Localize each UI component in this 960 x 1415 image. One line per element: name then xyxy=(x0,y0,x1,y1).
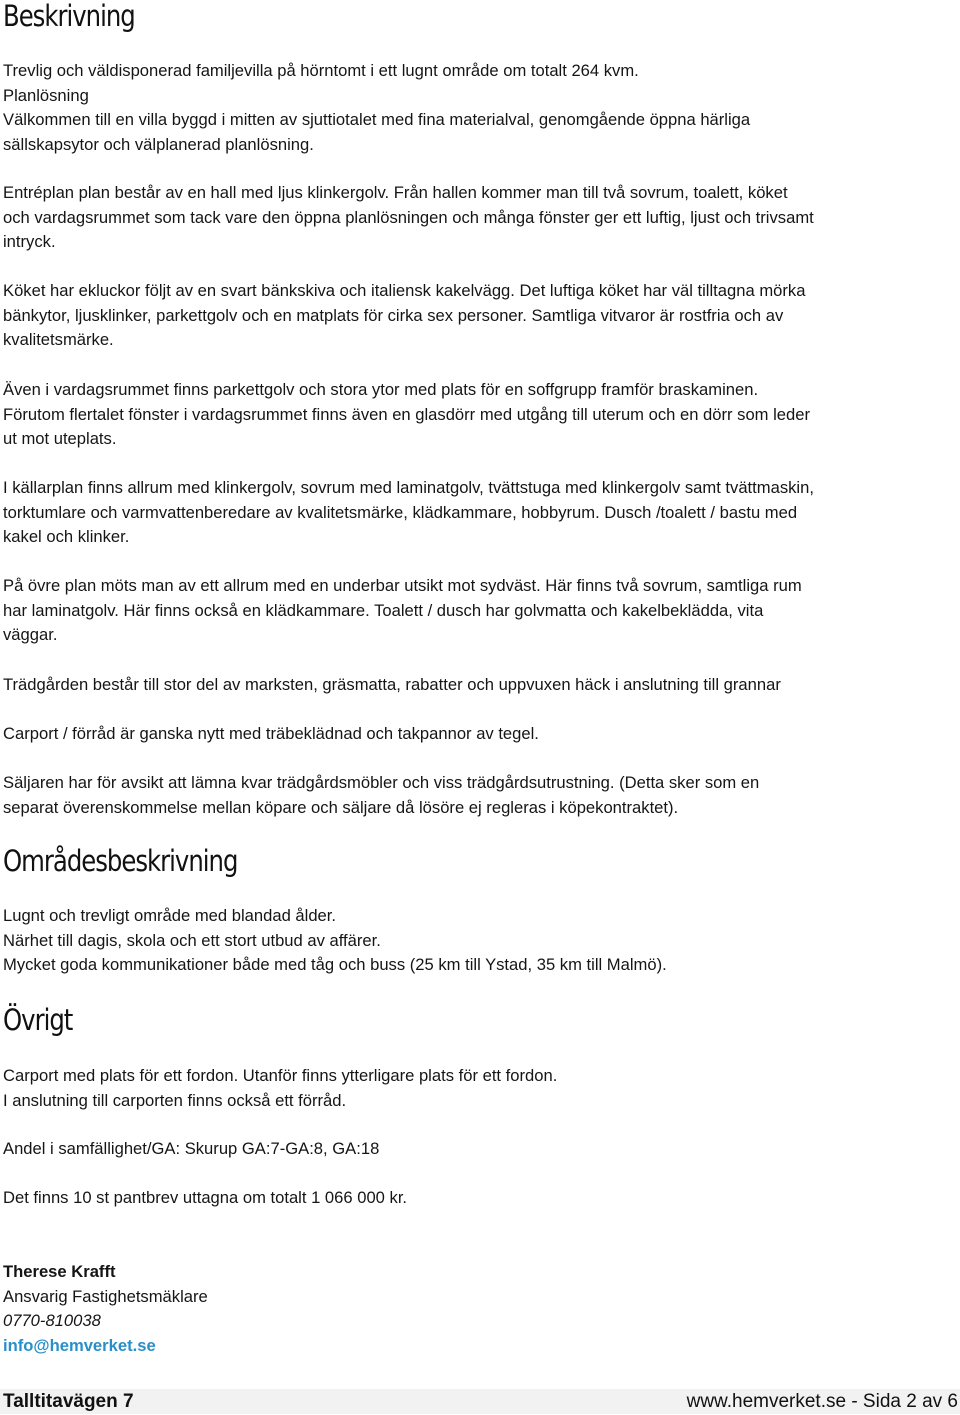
paragraph-carport xyxy=(3,722,958,747)
heading-beskrivning: Beskrivning xyxy=(3,0,135,33)
text-line: Entréplan plan består av en hall med ljus klinkergolv. Från hallen kommer man till två sovrum, toalett, köket xyxy=(3,183,788,202)
text-line: torktumlare och varmvattenberedare av kvalitetsmärke, klädkammare, hobbyrum. Dusch /toalett / bastu med xyxy=(3,502,798,522)
paragraph-ovrigt-carport xyxy=(3,1064,958,1113)
agent-role: Ansvarig Fastighetsmäklare xyxy=(3,1286,208,1306)
text-line: Carport / förråd är ganska nytt med träbeklädnad och takpannor av tegel. xyxy=(3,724,539,743)
text-line: ut mot uteplats. xyxy=(3,429,117,448)
paragraph-intro xyxy=(3,59,958,157)
footer-site-page: www.hemverket.se - Sida 2 av 6 xyxy=(686,1391,958,1412)
agent-phone: 0770-810038 xyxy=(3,1311,101,1330)
paragraph-ovre-plan xyxy=(3,574,958,648)
text-line: Planlösning xyxy=(3,85,89,105)
text-line: Välkommen till en villa byggd i mitten av sjuttiotalet med fina materialval, genomgående öppna härliga xyxy=(3,110,751,129)
paragraph-koket xyxy=(3,279,958,353)
text-line: Trevlig och väldisponerad familjevilla på hörntomt i ett lugnt område om totalt 264 kvm. xyxy=(3,61,639,80)
footer-address: Talltitavägen 7 xyxy=(3,1391,134,1412)
contact-block xyxy=(3,1260,208,1358)
text-line: och vardagsrummet som tack vare den öppna planlösningen och många fönster ger ett luftig, ljust och trivsamt xyxy=(3,207,814,227)
paragraph-entreplan xyxy=(3,181,958,255)
text-line: väggar. xyxy=(3,625,58,644)
paragraph-saljaren xyxy=(3,771,958,820)
text-line: Lugnt och trevligt område med blandad ålder. xyxy=(3,906,337,925)
text-line: Det finns 10 st pantbrev uttagna om totalt 1 066 000 kr. xyxy=(3,1188,408,1207)
paragraph-omrade xyxy=(3,904,958,978)
text-line: kakel och klinker. xyxy=(3,527,130,546)
paragraph-pantbrev xyxy=(3,1186,958,1211)
text-line: På övre plan möts man av ett allrum med en underbar utsikt mot sydväst. Här finns två sovrum, samtliga rum xyxy=(3,576,802,595)
text-line: Även i vardagsrummet finns parkettgolv och stora ytor med plats för en soffgrupp framför braskaminen. xyxy=(3,380,759,399)
paragraph-kallarplan xyxy=(3,476,958,550)
agent-email-link[interactable]: info@hemverket.se xyxy=(3,1335,156,1355)
text-line: separat överenskommelse mellan köpare och säljare då lösöre ej regleras i köpekontraktet). xyxy=(3,797,679,817)
text-line: har laminatgolv. Här finns också en klädkammare. Toalett / dusch har golvmatta och kakelbeklädda, vita xyxy=(3,600,764,620)
text-line: Säljaren har för avsikt att lämna kvar trädgårdsmöbler och viss trädgårdsutrustning. (Detta sker som en xyxy=(3,773,760,792)
paragraph-vardagsrum xyxy=(3,378,958,452)
paragraph-tradgard xyxy=(3,673,958,698)
text-line: Carport med plats för ett fordon. Utanför finns ytterligare plats för ett fordon. xyxy=(3,1066,558,1085)
text-line: Mycket goda kommunikationer både med tåg och buss (25 km till Ystad, 35 km till Malmö). xyxy=(3,955,667,974)
text-line: bänkytor, ljusklinker, parkettgolv och en matplats för cirka sex personer. Samtliga vitvaror är rostfria och av xyxy=(3,305,784,325)
text-line: sällskapsytor och välplanerad planlösning. xyxy=(3,134,314,154)
text-line: Förutom flertalet fönster i vardagsrummet finns även en glasdörr med utgång till uterum och en dörr som leder xyxy=(3,404,811,424)
paragraph-samfallighet xyxy=(3,1137,958,1162)
text-line: Köket har ekluckor följt av en svart bänkskiva och italiensk kakelvägg. Det luftiga köket har väl tilltagna mörka xyxy=(3,281,806,300)
text-line: Närhet till dagis, skola och ett stort utbud av affärer. xyxy=(3,930,381,950)
heading-ovrigt: Övrigt xyxy=(3,1003,73,1037)
text-line: Andel i samfällighet/GA: Skurup GA:7-GA:8, GA:18 xyxy=(3,1139,380,1158)
agent-name: Therese Krafft xyxy=(3,1262,116,1281)
text-line: I källarplan finns allrum med klinkergolv, sovrum med laminatgolv, tvättstuga med klinkergolv samt tvättmaskin, xyxy=(3,478,814,497)
text-line: kvalitetsmärke. xyxy=(3,330,114,349)
text-line: I anslutning till carporten finns också ett förråd. xyxy=(3,1090,347,1110)
heading-omradesbeskrivning: Områdesbeskrivning xyxy=(3,844,238,878)
text-line: Trädgården består till stor del av marksten, gräsmatta, rabatter och uppvuxen häck i anslutning till grannar xyxy=(3,675,781,694)
text-line: intryck. xyxy=(3,232,56,251)
